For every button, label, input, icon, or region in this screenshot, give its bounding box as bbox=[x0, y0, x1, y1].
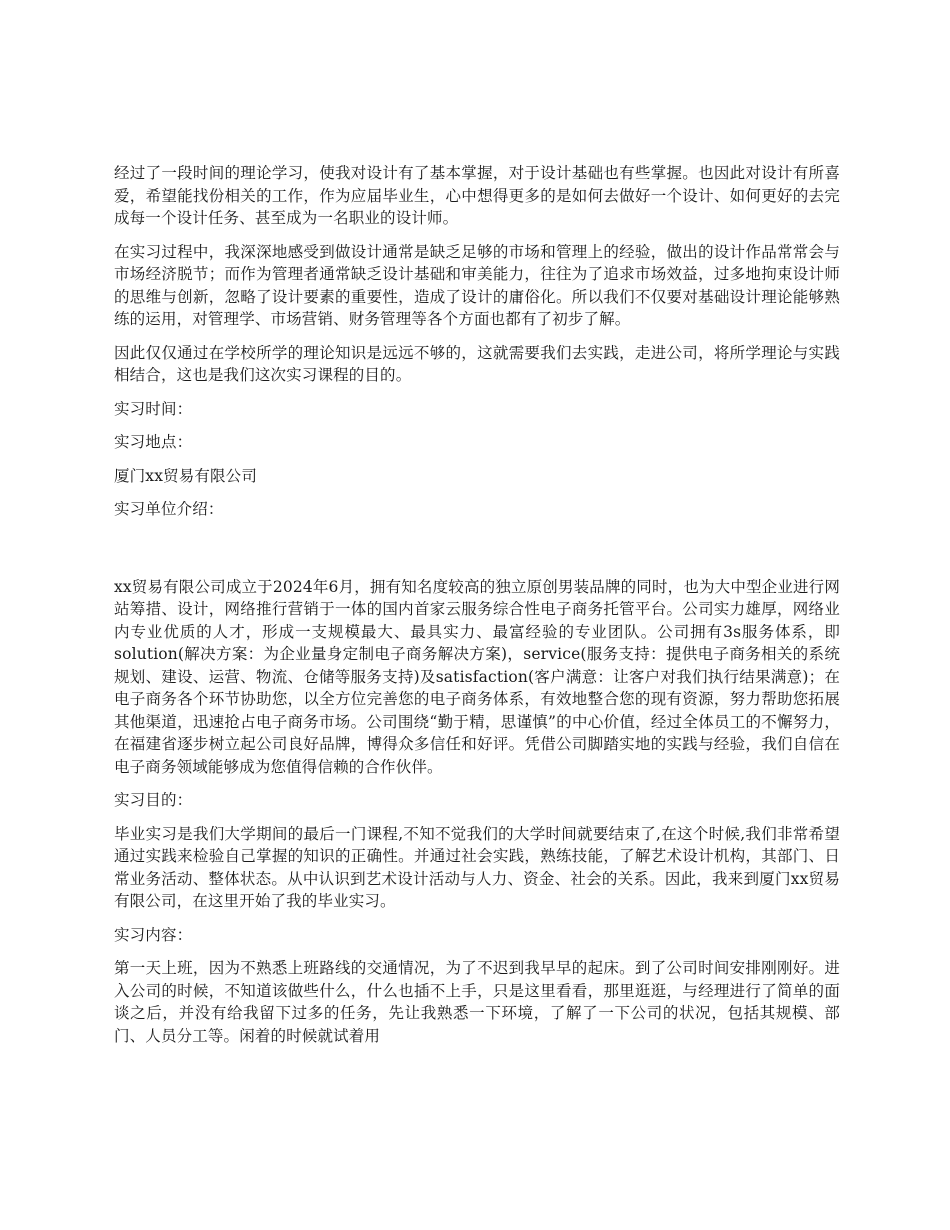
label-internship-goal: 实习目的： bbox=[114, 791, 193, 809]
paragraph-purpose-summary: 因此仅仅通过在学校所学的理论知识是远远不够的，这就需要我们去实践，走进公司，将所学理论与实践相结合，这也是我们这次实习课程的目的。 bbox=[114, 343, 840, 384]
label-internship-content: 实习内容： bbox=[114, 925, 193, 944]
paragraph-intro: 经过了一段时间的理论学习，使我对设计有了基本掌握，对于设计基础也有些掌握。也因此对设计有所喜爱，希望能找份相关的工作，作为应届毕业生，心中想得更多的是如何去做好一个设计、如何更好的去完成每一个设计任务、甚至成为一名职业的设计师。 bbox=[114, 164, 840, 227]
label-internship-location: 实习地点： bbox=[114, 433, 193, 451]
label-internship-time: 实习时间： bbox=[114, 399, 193, 418]
company-name: 厦门xx贸易有限公司 bbox=[114, 466, 257, 485]
label-company-introduction: 实习单位介绍： bbox=[114, 500, 224, 518]
paragraph-internship-experience: 在实习过程中，我深深地感受到做设计通常是缺乏足够的市场和管理上的经验，做出的设计作品常常会与市场经济脱节；而作为管理者通常缺乏设计基础和审美能力，往往为了追求市场效益，过多地拘束设计师的思维与创新，忽略了设计要素的重要性，造成了设计的庸俗化。所以我们不仅要对基础设计理论能够熟练的运用，对管理学、市场营销、财务管理等各个方面也都有了初步了解。 bbox=[114, 242, 840, 328]
paragraph-internship-goal: 毕业实习是我们大学期间的最后一门课程,不知不觉我们的大学时间就要结束了,在这个时候,我们非常希望通过实践来检验自己掌握的知识的正确性。并通过社会实践，熟练技能，了解艺术设计机构，其部门、日常业务活动、整体状态。从中认识到艺术设计活动与人力、资金、社会的关系。因此，我来到厦门xx贸易有限公司，在这里开始了我的毕业实习。 bbox=[114, 824, 840, 910]
paragraph-internship-content: 第一天上班，因为不熟悉上班路线的交通情况，为了不迟到我早早的起床。到了公司时间安排刚刚好。进入公司的时候，不知道该做些什么，什么也插不上手，只是这里看看，那里逛逛，与经理进行了简单的面谈之后，并没有给我留下过多的任务，先让我熟悉一下环境，了解了一下公司的状况，包括其规模、部门、人员分工等。闲着的时候就试着用 bbox=[114, 959, 840, 1045]
paragraph-company-introduction: xx贸易有限公司成立于2024年6月，拥有知名度较高的独立原创男装品牌的同时，也为大中型企业进行网站筹措、设计，网络推行营销于一体的国内首家云服务综合性电子商务托管平台。公司实力雄厚，网络业内专业优质的人才，形成一支规模最大、最具实力、最富经验的专业团队。公司拥有3s服务体系，即solution(解决方案：为企业量身定制电子商务解决方案)，service(服务支持：提供电子商务相关的系统规划、建设、运营、物流、仓储等服务支持)及satisfaction(客户满意：让客户对我们执行结果满意)；在电子商务各个环节协助您，以全方位完善您的电子商务体系，有效地整合您的现有资源，努力帮助您拓展其他渠道，迅速抢占电子商务市场。公司围绕“勤于精，思谨慎”的中心价值，经过全体员工的不懈努力，在福建省逐步树立起公司良好品牌，博得众多信任和好评。凭借公司脚踏实地的实践与经验，我们自信在电子商务领域能够成为您值得信赖的合作伙伴。 bbox=[114, 577, 840, 776]
